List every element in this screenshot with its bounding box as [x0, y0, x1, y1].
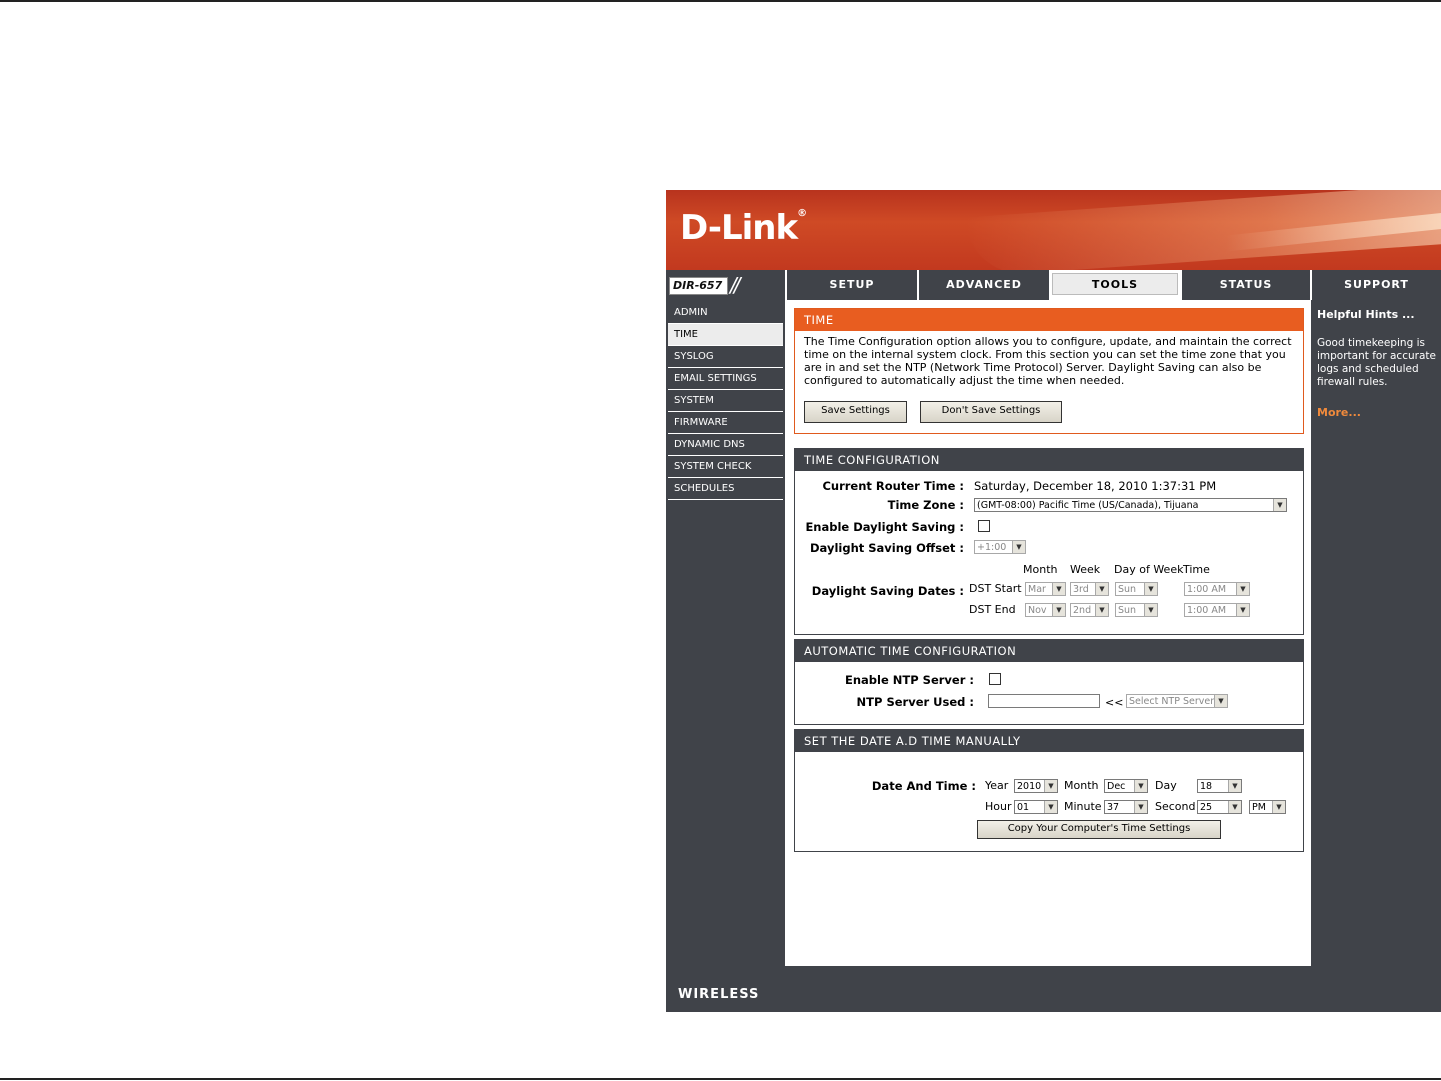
sidebar-item-syslog[interactable]: SYSLOG [668, 346, 783, 368]
dst-end-label: DST End [969, 603, 1016, 616]
minute-label: Minute [1064, 800, 1102, 813]
more-link[interactable]: More... [1317, 406, 1361, 419]
chevron-down-icon: ▼ [1052, 583, 1065, 595]
dst-end-month-select[interactable]: Nov ▼ [1025, 603, 1066, 617]
sidebar-item-schedules[interactable]: SCHEDULES [668, 478, 783, 500]
helpful-hints-body: Good timekeeping is important for accurate logs and scheduled firewall rules. [1317, 337, 1436, 388]
enable-daylight-saving-checkbox[interactable] [978, 520, 990, 532]
enable-ntp-server-checkbox[interactable] [989, 673, 1001, 685]
time-intro-panel [794, 308, 1304, 434]
month-select[interactable]: Dec ▼ [1104, 779, 1148, 793]
model-badge [666, 270, 785, 300]
bottom-rule [0, 1078, 1441, 1080]
dlink-logo: D-Link® [680, 208, 807, 248]
dst-start-month-select[interactable]: Mar ▼ [1025, 582, 1066, 596]
automatic-time-title: AUTOMATIC TIME CONFIGURATION [795, 640, 1303, 662]
chevron-down-icon: ▼ [1044, 780, 1057, 792]
banner [666, 190, 1441, 270]
chevron-down-icon: ▼ [1272, 801, 1285, 813]
hour-select[interactable]: 01 ▼ [1014, 800, 1058, 814]
model-label: DIR-657 [669, 277, 728, 295]
tab-setup[interactable]: SETUP [787, 270, 917, 300]
year-label: Year [985, 779, 1009, 792]
manual-time-panel [794, 729, 1304, 852]
chevron-down-icon: ▼ [1044, 801, 1057, 813]
enable-ntp-server-label: Enable NTP Server : [844, 673, 974, 687]
copy-computer-time-button[interactable]: Copy Your Computer's Time Settings [977, 820, 1221, 839]
dst-end-day-select[interactable]: Sun ▼ [1115, 603, 1158, 617]
sidebar-item-email-settings[interactable]: EMAIL SETTINGS [668, 368, 783, 390]
daylight-saving-offset-select[interactable]: +1:00 ▼ [974, 540, 1026, 554]
chevron-down-icon: ▼ [1228, 780, 1241, 792]
dst-end-time-select[interactable]: 1:00 AM ▼ [1184, 603, 1250, 617]
dst-start-label: DST Start [969, 582, 1022, 595]
current-router-time-value: Saturday, December 18, 2010 1:37:31 PM [974, 479, 1217, 493]
current-router-time-label: Current Router Time : [822, 479, 964, 493]
chevron-down-icon: ▼ [1273, 499, 1286, 511]
chevron-down-icon: ▼ [1228, 801, 1241, 813]
sidebar-item-system-check[interactable]: SYSTEM CHECK [668, 456, 783, 478]
column-week: Week [1070, 563, 1101, 576]
save-settings-button[interactable]: Save Settings [804, 401, 907, 423]
month-label: Month [1064, 779, 1099, 792]
chevron-down-icon: ▼ [1052, 604, 1065, 616]
ntp-server-select[interactable]: Select NTP Server ▼ [1126, 694, 1228, 708]
ntp-server-used-label: NTP Server Used : [856, 695, 974, 709]
dst-end-week-select[interactable]: 2nd ▼ [1070, 603, 1109, 617]
time-zone-label: Time Zone : [887, 498, 964, 512]
sidebar-item-system[interactable]: SYSTEM [668, 390, 783, 412]
time-configuration-title: TIME CONFIGURATION [795, 449, 1303, 471]
column-time: Time [1183, 563, 1210, 576]
sidebar-item-admin[interactable]: ADMIN [668, 302, 783, 324]
chevron-down-icon: ▼ [1236, 604, 1249, 616]
helpful-hints-panel [1311, 300, 1441, 966]
dst-start-week-select[interactable]: 3rd ▼ [1070, 582, 1109, 596]
chevron-down-icon: ▼ [1144, 583, 1157, 595]
chevron-down-icon: ▼ [1095, 583, 1108, 595]
footer [666, 966, 1441, 1012]
year-select[interactable]: 2010 ▼ [1014, 779, 1058, 793]
router-admin-window [666, 190, 1441, 1012]
chevron-down-icon: ▼ [1134, 780, 1147, 792]
dst-start-time-select[interactable]: 1:00 AM ▼ [1184, 582, 1250, 596]
ampm-select[interactable]: PM ▼ [1249, 800, 1286, 814]
chevron-down-icon: ▼ [1236, 583, 1249, 595]
time-zone-select[interactable]: (GMT-08:00) Pacific Time (US/Canada), Tijuana ▼ [974, 498, 1287, 512]
tab-tools-label: TOOLS [1052, 273, 1178, 295]
day-select[interactable]: 18 ▼ [1197, 779, 1242, 793]
top-nav [666, 270, 1441, 300]
hour-label: Hour [985, 800, 1012, 813]
sidebar-item-time[interactable]: TIME [668, 324, 783, 346]
chevron-down-icon: ▼ [1012, 541, 1025, 553]
automatic-time-panel [794, 639, 1304, 725]
enable-daylight-saving-label: Enable Daylight Saving : [805, 520, 964, 534]
sidebar [666, 300, 785, 966]
ntp-server-input[interactable] [988, 694, 1100, 708]
column-day-of-week: Day of Week [1114, 563, 1184, 576]
time-description: The Time Configuration option allows you to configure, update, and maintain the correct time on the internal system clock. From this section you can set the time zone that you are in and set the NTP (Network Time Protocol) Server. Daylight Saving can also be configured to automatically adjust the time when needed. [804, 335, 1292, 387]
wireless-logo: WIRELESS [678, 987, 760, 1002]
sidebar-item-dynamic-dns[interactable]: DYNAMIC DNS [668, 434, 783, 456]
date-and-time-label: Date And Time : [871, 779, 976, 793]
top-rule [0, 0, 1441, 2]
time-panel-title: TIME [795, 309, 1303, 331]
tab-tools[interactable] [1049, 270, 1181, 300]
chevron-down-icon: ▼ [1134, 801, 1147, 813]
column-month: Month [1023, 563, 1058, 576]
tab-status[interactable]: STATUS [1182, 270, 1310, 300]
sidebar-item-firmware[interactable]: FIRMWARE [668, 412, 783, 434]
dst-start-day-select[interactable]: Sun ▼ [1115, 582, 1158, 596]
dont-save-settings-button[interactable]: Don't Save Settings [920, 401, 1062, 423]
tab-advanced[interactable]: ADVANCED [919, 270, 1049, 300]
second-select[interactable]: 25 ▼ [1197, 800, 1242, 814]
tab-support[interactable]: SUPPORT [1312, 270, 1441, 300]
copy-arrows: << [1105, 696, 1124, 709]
day-label: Day [1155, 779, 1177, 792]
second-label: Second [1155, 800, 1196, 813]
main-content [786, 300, 1310, 966]
daylight-saving-dates-label: Daylight Saving Dates : [811, 584, 964, 598]
chevron-down-icon: ▼ [1095, 604, 1108, 616]
chevron-down-icon: ▼ [1214, 695, 1227, 707]
minute-select[interactable]: 37 ▼ [1104, 800, 1148, 814]
slash-decoration: // [730, 273, 738, 297]
time-configuration-panel [794, 448, 1304, 635]
manual-time-title: SET THE DATE A.D TIME MANUALLY [795, 730, 1303, 752]
daylight-saving-offset-label: Daylight Saving Offset : [810, 541, 964, 555]
helpful-hints-title: Helpful Hints ... [1317, 308, 1415, 321]
chevron-down-icon: ▼ [1144, 604, 1157, 616]
